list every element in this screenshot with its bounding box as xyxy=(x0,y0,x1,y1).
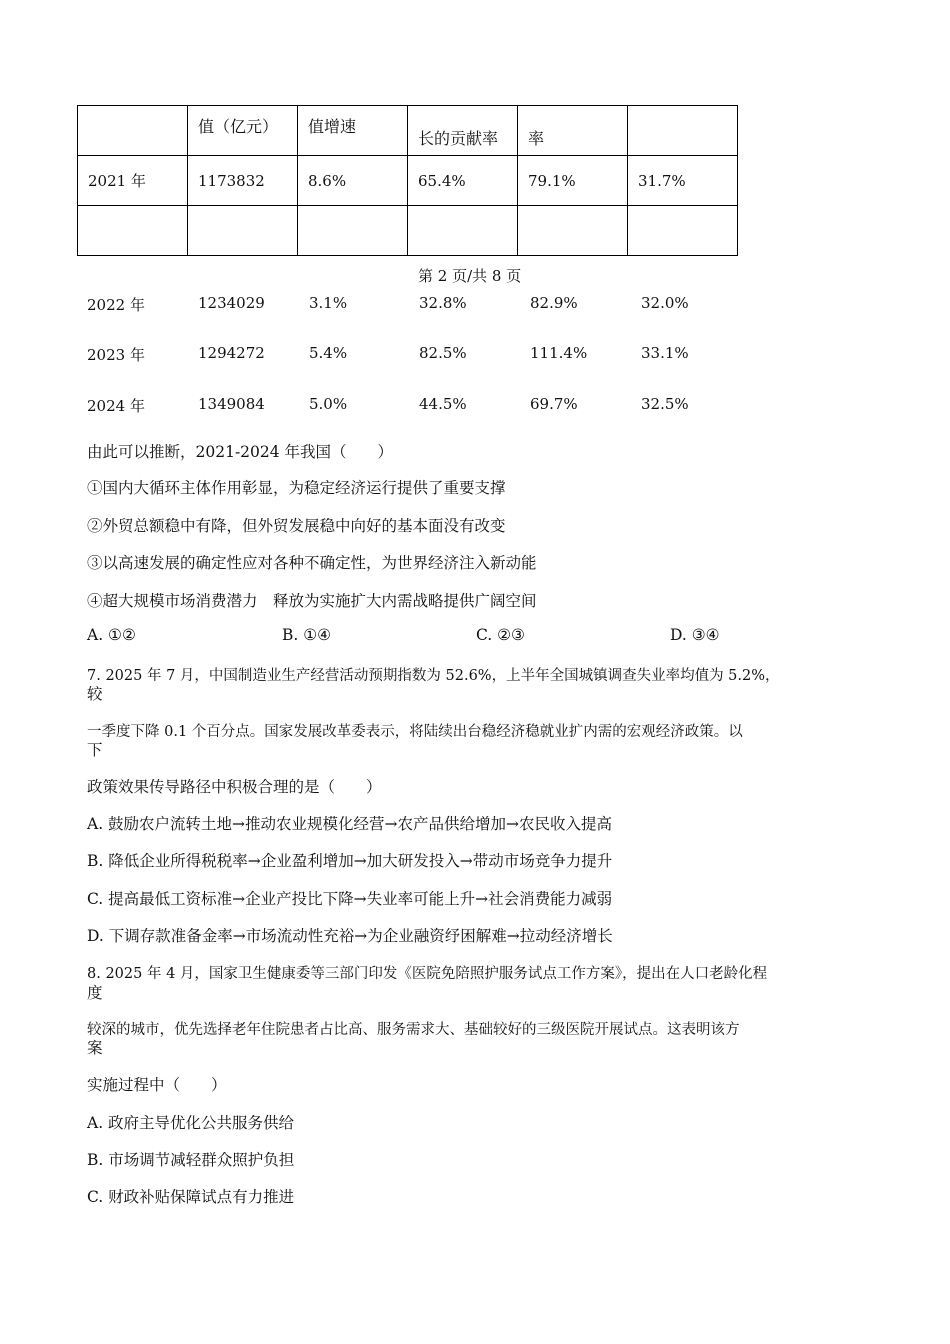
table-cell: 1173832 xyxy=(188,156,298,206)
table-header-row xyxy=(78,106,738,156)
q6-option-c: C. ②③ xyxy=(476,626,525,644)
page-footer: 第 2 页/共 8 页 xyxy=(418,267,522,285)
table-cell: 44.5% xyxy=(419,395,467,413)
q6-item: ③以高速发展的确定性应对各种不确定性，为世界经济注入新动能 xyxy=(87,554,537,572)
q7-stem-line: 较 xyxy=(87,685,103,703)
table-cell: 5.4% xyxy=(309,344,348,362)
q7-stem-line: 7. 2025 年 7 月，中国制造业生产经营活动预期指数为 52.6%，上半年全国城镇调查失业率均值为 5.2%， xyxy=(87,668,780,684)
q8-stem-line: 8. 2025 年 4 月，国家卫生健康委等三部门印发《医院免陪照护服务试点工作方案》，提出在人口老龄化程 xyxy=(87,966,768,982)
q6-option-a: A. ①② xyxy=(87,626,136,644)
q7-stem-line: 下 xyxy=(87,741,103,759)
table-cell: 65.4% xyxy=(408,156,518,206)
table-cell: 111.4% xyxy=(530,344,588,362)
table-cell: 1294272 xyxy=(198,344,265,362)
table-row xyxy=(78,156,738,206)
table-cell: 33.1% xyxy=(641,344,689,362)
q7-stem-line: 一季度下降 0.1 个百分点。国家发展改革委表示，将陆续出台稳经济稳就业扩内需的宏观经济政策。以 xyxy=(87,724,743,740)
table-cell: 2022 年 xyxy=(87,296,145,314)
table-cell: 1349084 xyxy=(198,395,265,413)
q8-stem-line: 较深的城市，优先选择老年住院患者占比高、服务需求大、基础较好的三级医院开展试点。这表明该方 xyxy=(87,1022,740,1038)
q7-option-a: A. 鼓励农户流转土地→推动农业规模化经营→农产品供给增加→农民收入提高 xyxy=(87,815,613,833)
table-row-empty xyxy=(78,206,738,256)
table-cell: 82.5% xyxy=(419,344,467,362)
table-cell: 2023 年 xyxy=(87,346,145,364)
q8-stem-line: 实施过程中（ ） xyxy=(87,1076,227,1094)
table-cell xyxy=(298,206,408,256)
q6-stem: 由此可以推断，2021-2024 年我国（ ） xyxy=(87,443,394,461)
table-cell: 3.1% xyxy=(309,294,348,312)
q6-item: ①国内大循环主体作用彰显，为稳定经济运行提供了重要支撑 xyxy=(87,479,506,497)
q8-option-b: B. 市场调节减轻群众照护负担 xyxy=(87,1151,295,1169)
table-cell xyxy=(78,206,188,256)
table-cell: 69.7% xyxy=(530,395,578,413)
table-cell: 32.5% xyxy=(641,395,689,413)
data-table xyxy=(77,105,738,256)
q6-option-d: D. ③④ xyxy=(670,626,720,644)
table-cell xyxy=(408,206,518,256)
table-header-cell: 率 xyxy=(518,106,628,156)
q7-option-d: D. 下调存款准备金率→市场流动性充裕→为企业融资纾困解难→拉动经济增长 xyxy=(87,927,613,945)
q6-item: ②外贸总额稳中有降，但外贸发展稳中向好的基本面没有改变 xyxy=(87,517,506,535)
table-header-cell: 值增速 xyxy=(298,106,408,156)
table-cell: 1234029 xyxy=(198,294,265,312)
table-cell: 31.7% xyxy=(628,156,738,206)
table-cell: 79.1% xyxy=(518,156,628,206)
table-header-cell: 值（亿元） xyxy=(188,106,298,156)
table-cell: 32.0% xyxy=(641,294,689,312)
q8-option-c: C. 财政补贴保障试点有力推进 xyxy=(87,1188,295,1206)
q6-option-b: B. ①④ xyxy=(282,626,332,644)
q8-stem-line: 案 xyxy=(87,1039,103,1057)
table-cell: 5.0% xyxy=(309,395,348,413)
table-header-cell xyxy=(78,106,188,156)
q8-stem-line: 度 xyxy=(87,984,103,1002)
table-cell: 2024 年 xyxy=(87,397,145,415)
table-header-cell xyxy=(628,106,738,156)
table-cell: 2021 年 xyxy=(78,156,188,206)
table-cell xyxy=(518,206,628,256)
table-header-cell: 长的贡献率 xyxy=(408,106,518,156)
q6-item: ④超大规模市场消费潜力 释放为实施扩大内需战略提供广阔空间 xyxy=(87,592,537,610)
q7-option-b: B. 降低企业所得税税率→企业盈利增加→加大研发投入→带动市场竞争力提升 xyxy=(87,852,613,870)
q7-option-c: C. 提高最低工资标准→企业产投比下降→失业率可能上升→社会消费能力减弱 xyxy=(87,890,613,908)
q8-option-a: A. 政府主导优化公共服务供给 xyxy=(87,1114,295,1132)
table-cell: 8.6% xyxy=(298,156,408,206)
table-cell: 32.8% xyxy=(419,294,467,312)
table-cell xyxy=(628,206,738,256)
table-cell: 82.9% xyxy=(530,294,578,312)
table-cell xyxy=(188,206,298,256)
q7-stem-line: 政策效果传导路径中积极合理的是（ ） xyxy=(87,778,382,796)
